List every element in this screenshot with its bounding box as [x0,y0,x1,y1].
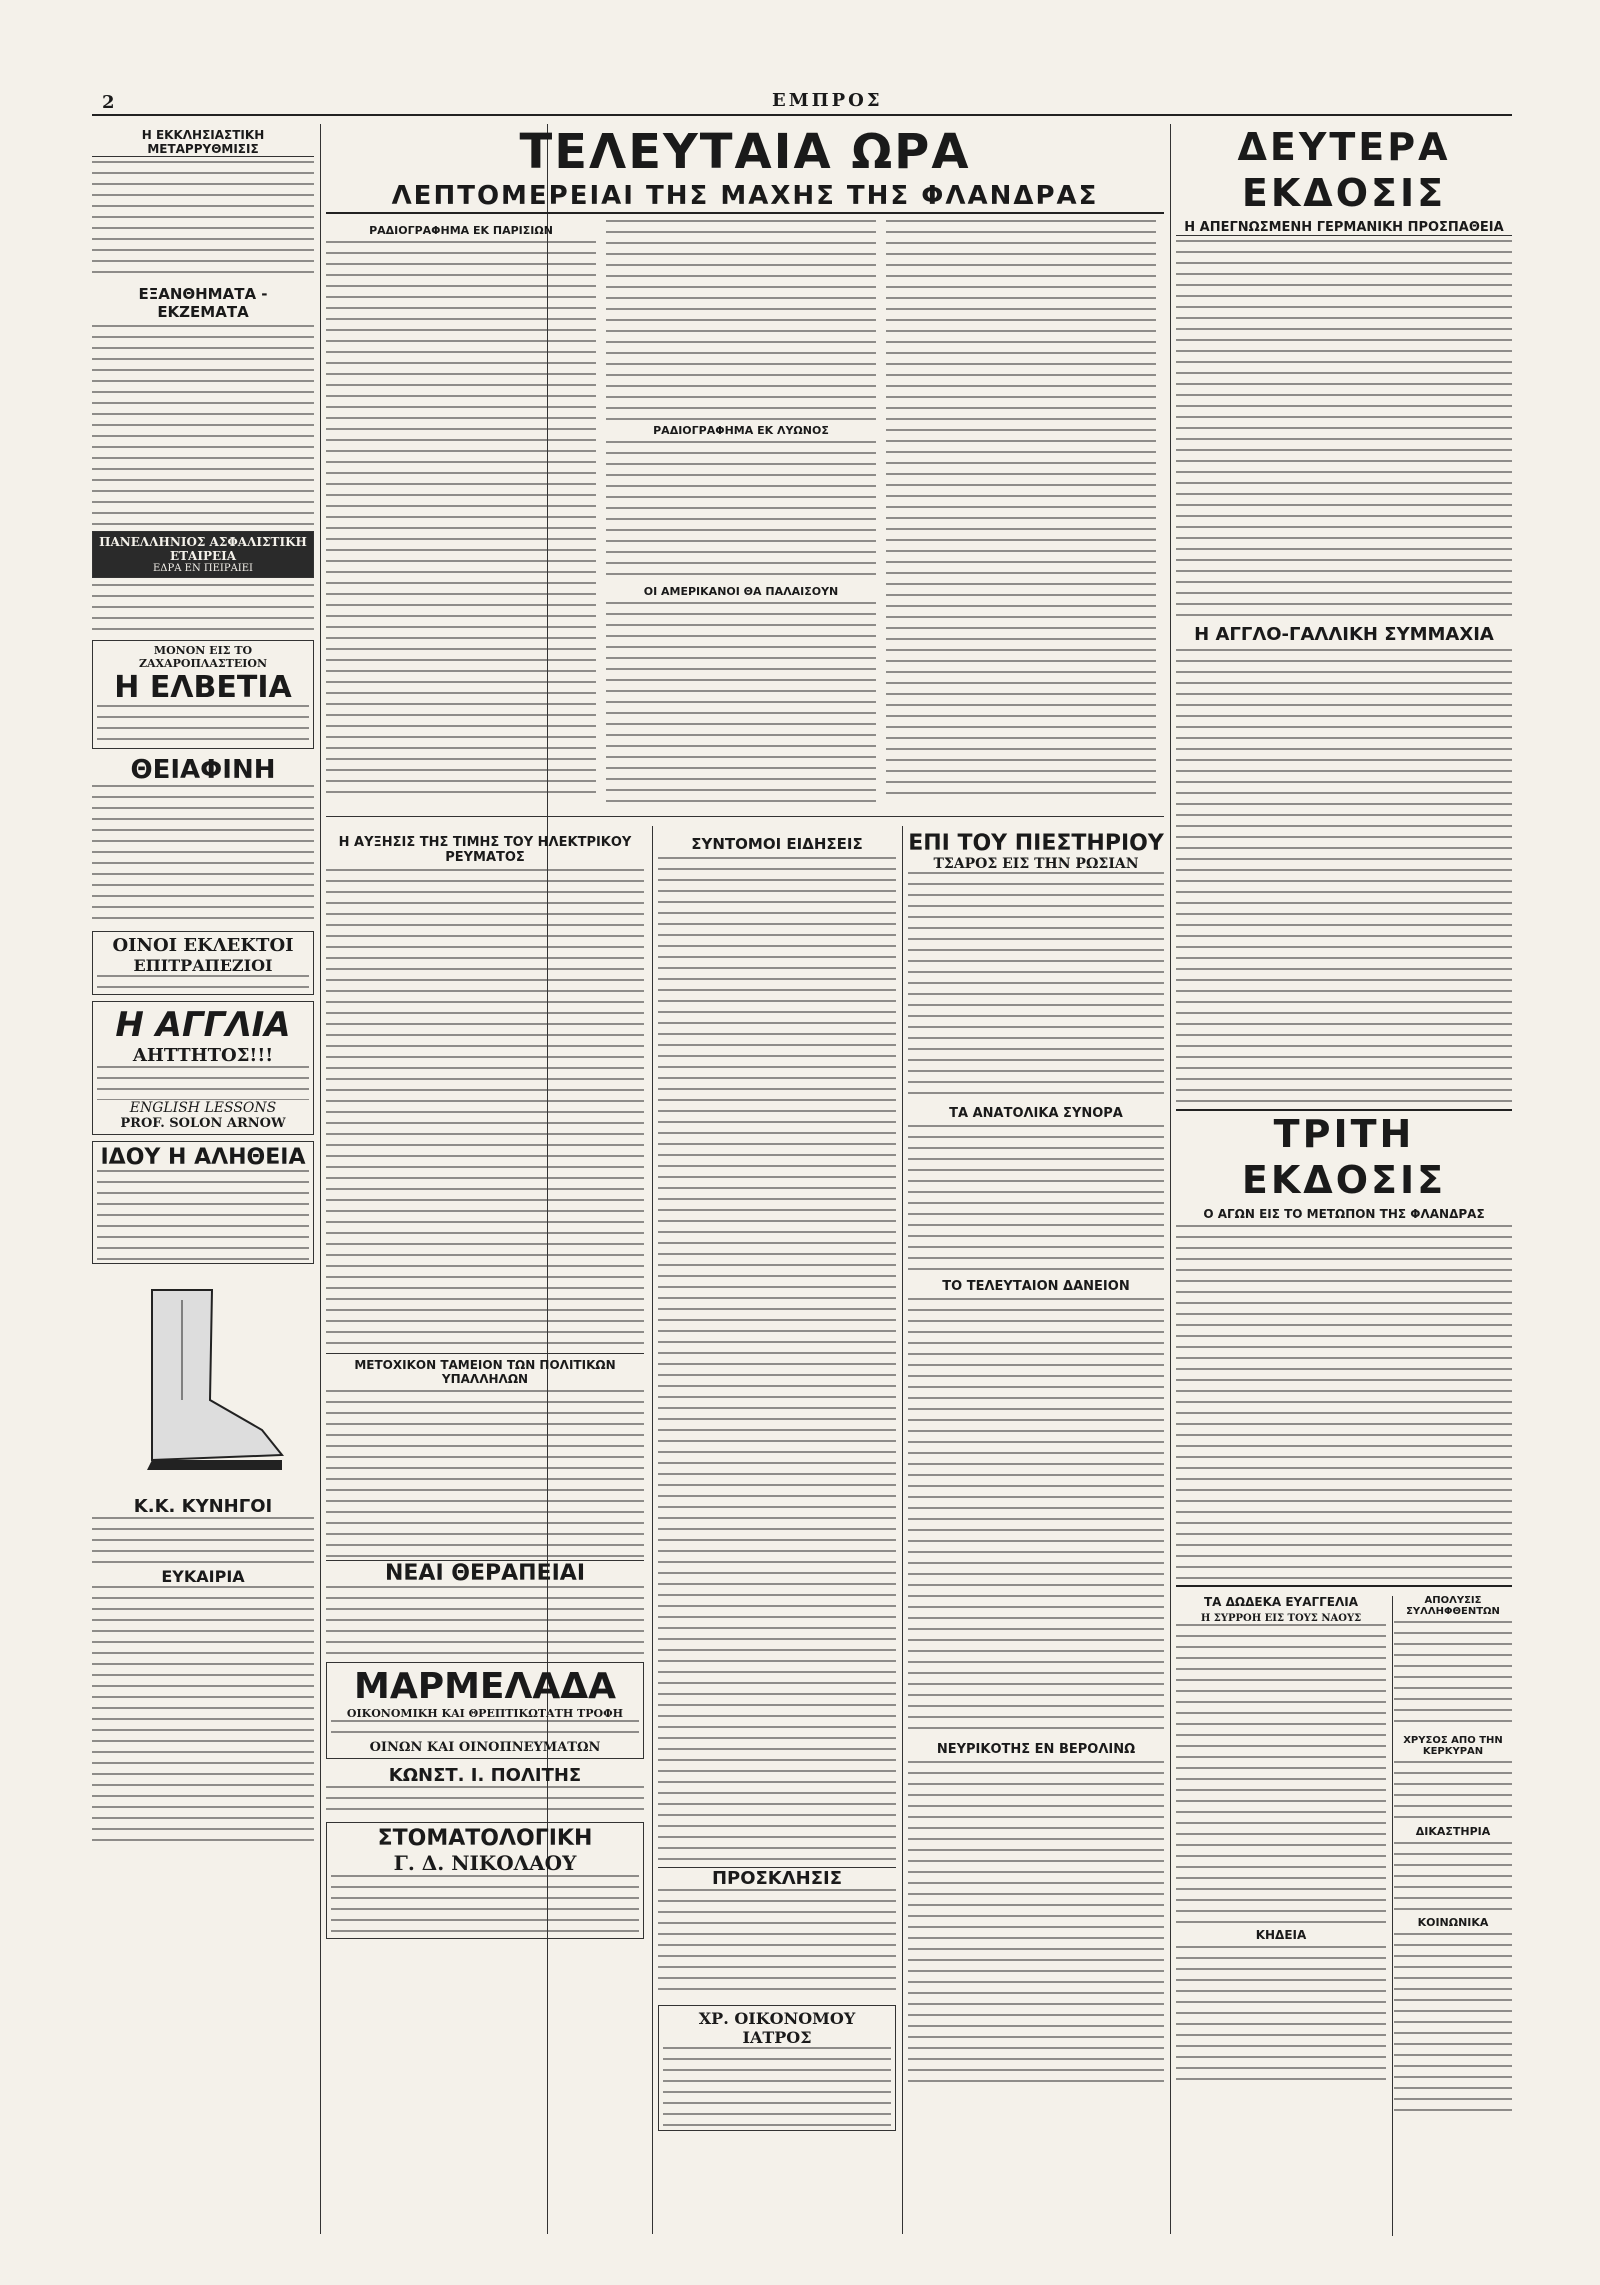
article-text [908,1298,1164,1738]
main-news-block [326,124,1164,824]
paper-name: ΕΜΠΡΟΣ [772,90,883,111]
article-text [92,325,314,525]
ad-text [331,1875,639,1935]
main-subheadline: ΛΕΠΤΟΜΕΡΕΙΑΙ ΤΗΣ ΜΑΧΗΣ ΤΗΣ ΦΛΑΝΔΡΑΣ [326,180,1164,214]
ad-text [663,2047,891,2127]
anatolia-heading: ΤΑ ΑΝΑΤΟΛΙΚΑ ΣΥΝΟΡΑ [949,1106,1123,1121]
right-bottom-split [1176,1585,1512,2113]
dental-title: ΣΤΟΜΑΤΟΛΟΓΙΚΗ [377,1826,593,1851]
marmalade-ad [326,1662,644,1759]
third-edition-headline: ΤΡΙΤΗ ΕΚΔΟΣΙΣ [1176,1109,1512,1203]
article-text [886,220,1156,795]
press-heading: ΕΠΙ ΤΟΥ ΠΙΕΣΤΗΡΙΟΥ [908,831,1164,856]
dispatch-lyon: ΡΑΔΙΟΓΡΑΦΗΜΑ ΕΚ ΛΥΩΝΟΣ [653,424,829,437]
article-text [92,584,314,634]
fourth-column [908,831,1164,2231]
ad-text [97,1066,309,1100]
church-heading: Η ΕΚΚΛΗΣΙΑΣΤΙΚΗ ΜΕΤΑΡΡΥΘΜΙΣΙΣ [92,128,314,157]
right-bottom-left [1176,1591,1386,2113]
article-text [1176,1225,1512,1585]
dental-name: Γ. Δ. ΝΙΚΟΛΑΟΥ [393,1851,577,1875]
wines-title: ΟΙΝΟΙ ΕΚΛΕΚΤΟΙ [112,935,294,956]
article-text [1176,240,1512,620]
main-headline: ΤΕΛΕΥΤΑΙΑ ΩΡΑ [519,124,971,180]
main-columns [326,220,1164,802]
article-text [908,872,1164,1102]
thiafini-title: ΘΕΙΑΦΙΝΗ [130,755,276,785]
elvetia-title: Η ΕΛΒΕΤΙΑ [114,670,292,705]
second-edition-sub: Η ΑΠΕΓΝΩΣΜΕΝΗ ΓΕΡΜΑΝΙΚΗ ΠΡΟΣΠΑΘΕΙΑ [1176,220,1512,236]
dental-ad [326,1822,644,1939]
gospels-heading: ΤΑ ΔΩΔΕΚΑ ΕΥΑΓΓΕΛΙΑ [1203,1595,1359,1609]
alliance-heading: Η ΑΓΓΛΟ-ΓΑΛΛΙΚΗ ΣΥΜΜΑΧΙΑ [1194,624,1494,645]
article-text [1176,1624,1386,1924]
electric-heading: Η ΑΥΞΗΣΙΣ ΤΗΣ ΤΙΜΗΣ ΤΟΥ ΗΛΕΚΤΡΙΚΟΥ ΡΕΥΜΑΤΟΣ [338,835,632,865]
marmalade-title: ΜΑΡΜΕΛΑΔΑ [354,1666,616,1707]
column-rule [320,124,321,2234]
wines-store: ΟΙΝΩΝ ΚΑΙ ΟΙΝΟΠΝΕΥΜΑΤΩΝ [369,1740,601,1755]
masthead [92,90,1512,116]
newspaper-page [92,90,1512,2246]
main-col-2 [606,220,876,802]
eczema-heading: ΕΞΑΝΘΗΜΑΤΑ - ΕΚΖΕΜΑΤΑ [138,285,268,321]
right-bottom-right [1394,1591,1512,2113]
ad-text [97,705,309,745]
wines-sub: ΕΠΙΤΡΑΠΕΖΙΟΙ [133,956,273,975]
article-text [1394,1621,1512,1731]
article-text [606,441,876,581]
article-text [1176,649,1512,1109]
column-rule [1170,124,1171,2234]
fund-heading: ΜΕΤΟΧΙΚΟΝ ΤΑΜΕΙΟΝ ΤΩΝ ΠΟΛΙΤΙΚΩΝ ΥΠΑΛΛΗΛΩΝ [326,1353,644,1386]
article-text [92,785,314,925]
court-heading: ΔΙΚΑΣΤΗΡΙΑ [1415,1825,1491,1838]
ad-text [97,975,309,991]
article-text [1394,1842,1512,1912]
third-edition-sub: Ο ΑΓΩΝ ΕΙΣ ΤΟ ΜΕΤΩΠΟΝ ΤΗΣ ΦΛΑΝΔΡΑΣ [1203,1207,1485,1221]
classifieds-text [92,1586,314,1846]
lessons-title: ENGLISH LESSONS [129,1100,277,1116]
dispatch-paris: ΡΑΔΙΟΓΡΑΦΗΜΑ ΕΚ ΠΑΡΙΣΙΩΝ [369,224,553,237]
second-column [326,831,644,2231]
press-sub: ΤΣΑΡΟΣ ΕΙΣ ΤΗΝ ΡΩΣΙΑΝ [933,856,1139,872]
boot-illustration [92,1270,314,1490]
article-text [1394,1761,1512,1821]
ad-text [97,1170,309,1260]
article-text [908,1761,1164,2091]
invitation-heading: ΠΡΟΣΚΛΗΣΙΣ [658,1867,896,1889]
doctor-title: ΧΡ. ΟΙΚΟΝΟΜΟΥ ΙΑΤΡΟΣ [698,2009,856,2047]
article-text [92,1517,314,1567]
insurance-title: ΠΑΝΕΛΛΗΝΙΟΣ ΑΣΦΑΛΙΣΤΙΚΗ ΕΤΑΙΡΕΙΑ [99,535,307,563]
release-heading: ΑΠΟΛΥΣΙΣ ΣΥΛΛΗΦΘΕΝΤΩΝ [1406,1595,1500,1617]
news-heading: ΣΥΝΤΟΜΟΙ ΕΙΔΗΣΕΙΣ [691,835,863,853]
english-title: Η ΑΓΓΛΙΑ [115,1005,291,1045]
boot-ad [92,1270,314,1490]
social-heading: ΚΟΙΝΩΝΙΚΑ [1417,1916,1489,1929]
left-column [92,124,314,2234]
article-text [92,161,314,281]
section-divider [326,816,1164,817]
doctor-ad [658,2005,896,2131]
insurance-sub: ΕΔΡΑ ΕΝ ΠΕΙΡΑΙΕΙ [153,563,253,574]
article-text [326,1390,644,1560]
page-number: 2 [102,92,115,113]
hunting-title: Κ.Κ. ΚΥΝΗΓΟΙ [133,1496,273,1517]
wines-ad [92,931,314,995]
article-text [326,241,596,801]
column-rule [652,826,653,2234]
third-column [658,831,896,2231]
gold-heading: ΧΡΥΣΟΣ ΑΠΟ ΤΗΝ ΚΕΡΚΥΡΑΝ [1403,1735,1503,1757]
article-text [908,1125,1164,1275]
truth-ad [92,1141,314,1264]
article-text [326,1586,644,1656]
column-rule [902,826,903,2234]
ad-text [326,1786,644,1816]
teacher-name: PROF. SOLON ARNOW [120,1116,286,1131]
article-text [1176,1946,1386,2086]
dispatch-americans: ΟΙ ΑΜΕΡΙΚΑΝΟΙ ΘΑ ΠΑΛΑΙΣΟΥΝ [643,585,839,598]
article-text [326,869,644,1349]
ad-text [331,1720,639,1740]
funeral-heading: ΚΗΔΕΙΑ [1255,1928,1307,1942]
evkairia-title: ΕΥΚΑΙΡΙΑ [161,1567,245,1586]
truth-title: ΙΔΟΥ Η ΑΛΗΘΕΙΑ [100,1145,306,1170]
article-text [606,220,876,420]
english-sub: ΑΗΤΤΗΤΟΣ!!! [132,1045,274,1066]
article-text [606,602,876,802]
politis-name: ΚΩΝΣΤ. Ι. ΠΟΛΙΤΗΣ [388,1765,582,1786]
main-col-1 [326,220,596,802]
candy-title: ΜΟΝΟΝ ΕΙΣ ΤΟ ΖΑΧΑΡΟΠΛΑΣΤΕΙΟΝ [138,644,268,670]
english-ad [92,1001,314,1135]
loan-heading: ΤΟ ΤΕΛΕΥΤΑΙΟΝ ΔΑΝΕΙΟΝ [942,1279,1130,1294]
gospels-sub: Η ΣΥΡΡΟΗ ΕΙΣ ΤΟΥΣ ΝΑΟΥΣ [1200,1613,1362,1624]
main-col-3 [886,220,1156,802]
therapies-heading: ΝΕΑΙ ΘΕΡΑΠΕΙΑΙ [326,1560,644,1586]
marmalade-sub: ΟΙΚΟΝΟΜΙΚΗ ΚΑΙ ΘΡΕΠΤΙΚΩΤΑΤΗ ΤΡΟΦΗ [346,1707,624,1720]
berlin-heading: ΝΕΥΡΙΚΟΤΗΣ ΕΝ ΒΕΡΟΛΙΝΩ [936,1742,1136,1757]
article-text [658,1889,896,1999]
candy-ad [92,640,314,749]
article-text [658,857,896,1867]
article-text [1394,1933,1512,2113]
right-column [1176,124,1512,2234]
insurance-ad [92,531,314,578]
second-edition-headline: ΔΕΥΤΕΡΑ ΕΚΔΟΣΙΣ [1237,125,1451,215]
